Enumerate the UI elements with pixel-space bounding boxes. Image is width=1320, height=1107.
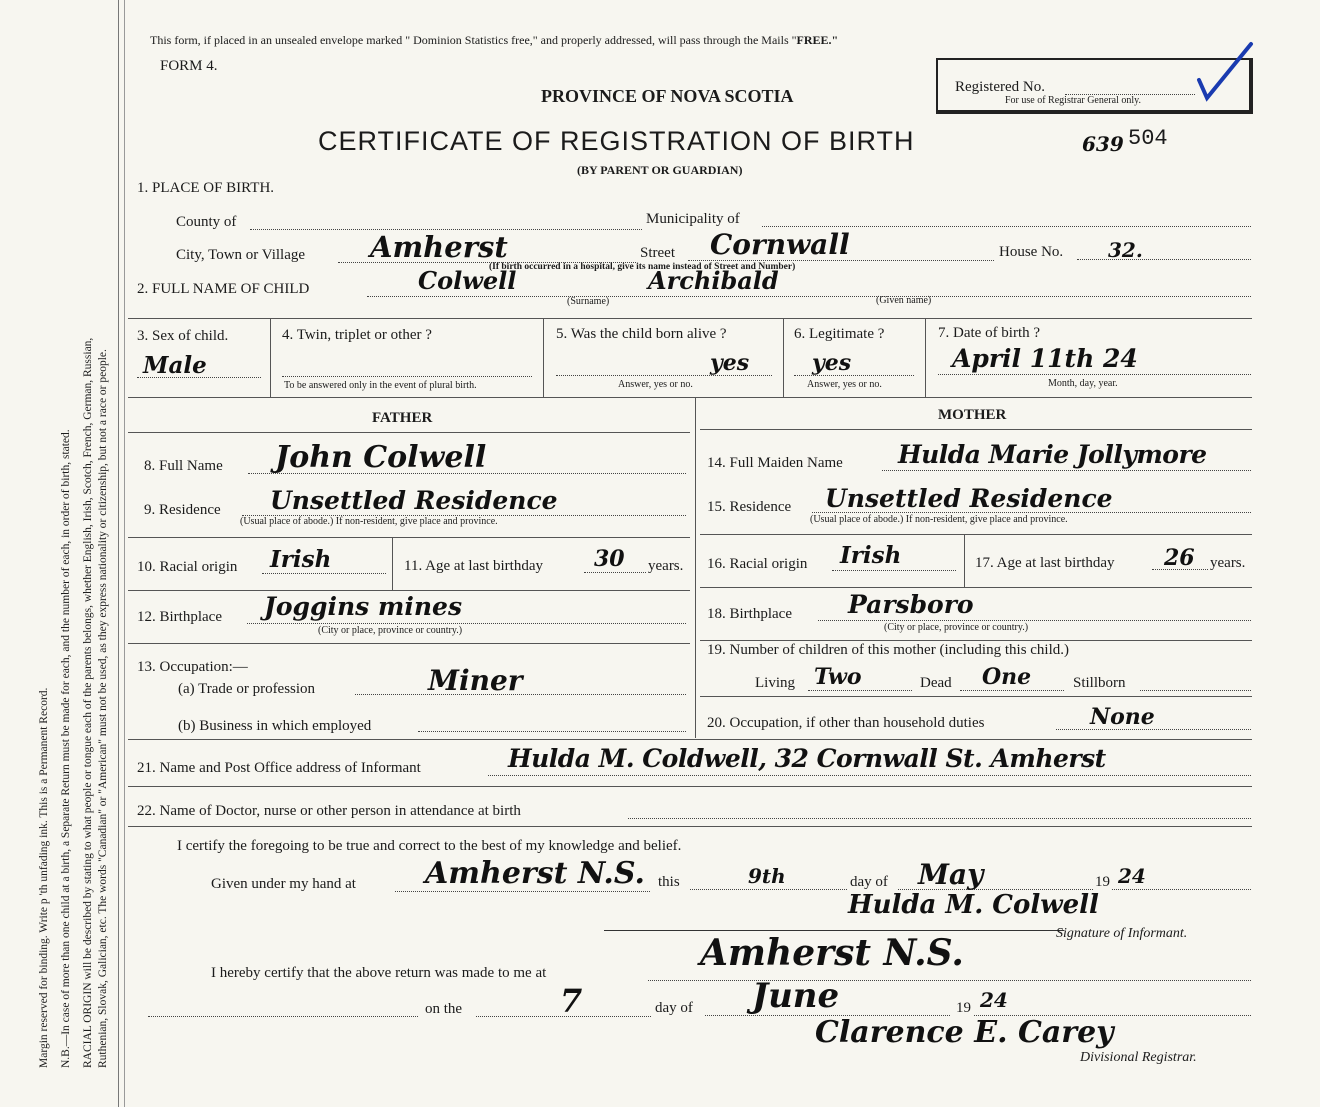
mother-birthplace-line [818, 620, 1251, 621]
given-under-hand-label: Given under my hand at [211, 876, 356, 892]
informant-line [488, 775, 1251, 776]
father-residence-note: (Usual place of abode.) If non-resident, give place and province. [240, 516, 498, 527]
certify-statement: I certify the foregoing to be true and correct to the best of my knowledge and belief. [177, 838, 682, 854]
surname-note: (Surname) [567, 296, 610, 307]
born-alive-note: Answer, yes or no. [618, 379, 693, 390]
father-residence-rule [128, 537, 690, 538]
registrar-month-value: June [752, 976, 840, 1016]
informant-rule [128, 786, 1252, 787]
postal-notice: This form, if placed in an unsealed envelope marked " Dominion Statistics free," and properly addressed, will pass through the Mails "FREE." [150, 33, 839, 47]
row3-divider-1 [270, 319, 271, 397]
mother-name-label: 14. Full Maiden Name [707, 455, 843, 471]
registrar-day-of-label: day of [655, 1000, 693, 1016]
father-age-line [584, 572, 646, 573]
dead-line [960, 690, 1064, 691]
twin-line [282, 376, 532, 377]
mother-heading-rule [700, 429, 1252, 430]
row3-divider-4 [925, 319, 926, 397]
living-value: Two [814, 664, 862, 690]
twin-note: To be answered only in the event of plural birth. [284, 380, 477, 391]
informant-signature-label: Signature of Informant. [1056, 926, 1188, 941]
father-race-rule [128, 590, 690, 591]
father-racial-origin-label: 10. Racial origin [137, 559, 238, 575]
mother-racial-origin-value: Irish [840, 542, 902, 569]
given-name-note: (Given name) [876, 295, 932, 306]
registrar-place-value: Amherst N.S. [700, 932, 964, 974]
father-birthplace-label: 12. Birthplace [137, 609, 222, 625]
hospital-note: (If birth occurred in a hospital, give its name instead of Street and Number) [489, 262, 796, 272]
mother-residence-rule [700, 534, 1252, 535]
stillborn-line [1140, 690, 1251, 691]
informant-signature-line [604, 930, 1064, 931]
mother-name-value: Hulda Marie Jollymore [898, 440, 1207, 469]
registrar-place-line [648, 980, 1251, 981]
father-heading: FATHER [372, 410, 433, 426]
mother-residence-note: (Usual place of abode.) If non-resident, give place and province. [810, 514, 1068, 525]
form-number: FORM 4. [160, 58, 218, 74]
sex-label: 3. Sex of child. [137, 328, 229, 344]
margin-note-racial-origin-2: Ruthenian, Slovak, Galician, etc. The words "Canadian" or "American" must not be used, as they express nationality or citizenship, but not a race or people. [97, 349, 109, 1068]
sex-value: Male [143, 352, 207, 379]
father-age-value: 30 [594, 546, 625, 572]
mother-race-rule [700, 587, 1252, 588]
registrar-day-value: 7 [560, 982, 583, 1020]
father-name-value: John Colwell [275, 440, 487, 475]
father-age-unit: years. [648, 558, 684, 574]
mother-occupation-value: None [1090, 704, 1155, 730]
certificate-subtitle: (BY PARENT OR GUARDIAN) [577, 163, 743, 177]
father-racial-origin-line [262, 573, 386, 574]
father-birthplace-value: Joggins mines [264, 592, 463, 621]
born-alive-label: 5. Was the child born alive ? [556, 326, 727, 342]
date-of-birth-note: Month, day, year. [1048, 378, 1118, 389]
certificate-number-stamp: 504 [1128, 126, 1168, 151]
date-of-birth-label: 7. Date of birth ? [938, 325, 1041, 341]
mother-racial-origin-label: 16. Racial origin [707, 556, 808, 572]
doctor-line [628, 818, 1251, 819]
registered-number-label: Registered No. [955, 79, 1045, 95]
row3-divider-2 [543, 319, 544, 397]
living-line [808, 690, 912, 691]
father-race-age-divider [392, 538, 393, 590]
dead-value: One [982, 664, 1032, 690]
certify-year-value: 24 [1118, 864, 1146, 888]
business-line [418, 731, 686, 732]
registrar-signature: Clarence E. Carey [815, 1015, 1114, 1050]
child-surname: Colwell [418, 266, 517, 295]
parents-bottom-rule [128, 739, 1252, 740]
margin-note-racial-origin: RACIAL ORIGIN will be described by stating to what people or tongue each of the parents belongs, whether English, Irish, Scotch, French, German, Russian, [82, 337, 94, 1068]
trade-label: (a) Trade or profession [178, 681, 316, 697]
father-birthplace-line [247, 623, 686, 624]
row3-top-rule [128, 318, 1252, 319]
doctor-label: 22. Name of Doctor, nurse or other person in attendance at birth [137, 803, 521, 819]
registrar-year-value: 24 [980, 988, 1008, 1012]
mother-racial-origin-line [832, 570, 956, 571]
twin-label: 4. Twin, triplet or other ? [282, 327, 432, 343]
father-residence-label: 9. Residence [144, 502, 221, 518]
checkmark-icon [1195, 40, 1255, 102]
registrar-signature-label: Divisional Registrar. [1080, 1050, 1197, 1065]
certify-year-prefix: 19 [1095, 874, 1110, 890]
father-age-label: 11. Age at last birthday [404, 558, 543, 574]
mother-age-label: 17. Age at last birthday [975, 555, 1115, 571]
father-birthplace-note: (City or place, province or country.) [318, 625, 463, 636]
city-label: City, Town or Village [176, 247, 306, 263]
row3-divider-3 [783, 319, 784, 397]
informant-label: 21. Name and Post Office address of Informant [137, 760, 421, 776]
living-label: Living [755, 675, 795, 691]
street-label: Street [640, 245, 675, 261]
father-heading-rule [128, 432, 690, 433]
row3-bottom-rule [128, 397, 1252, 398]
certify-day-value: 9th [748, 864, 786, 888]
certify-month-value: May [918, 858, 984, 891]
parents-center-divider [695, 398, 696, 738]
mother-residence-label: 15. Residence [707, 499, 792, 515]
municipality-label: Municipality of [646, 211, 740, 227]
father-residence-value: Unsettled Residence [270, 486, 558, 515]
certify-day-of-label: day of [850, 874, 888, 890]
date-of-birth-line [938, 374, 1251, 375]
legitimate-label: 6. Legitimate ? [794, 326, 885, 342]
mother-children-rule [700, 696, 1252, 697]
mother-occupation-label: 20. Occupation, if other than household duties [707, 715, 985, 731]
binding-rule [118, 0, 119, 1107]
child-name-label: 2. FULL NAME OF CHILD [137, 281, 310, 297]
mother-race-age-divider [964, 535, 965, 587]
mother-birthplace-note: (City or place, province or country.) [884, 622, 1029, 633]
mother-age-value: 26 [1164, 545, 1195, 571]
certificate-number-handwritten: 639 [1082, 132, 1124, 156]
business-label: (b) Business in which employed [178, 718, 372, 734]
mother-heading: MOTHER [938, 407, 1007, 423]
registrar-left-line [148, 1016, 418, 1017]
certify-year-line [1112, 889, 1251, 890]
margin-note-binding: Margin reserved for binding. Write p 'th unfading ink. This is a Permanent Record. [38, 687, 50, 1068]
margin-note-multiple-births: N.B.—In case of more than one child at a birth, a Separate Return must be made for each, and the number of each, in order of birth, stated. [60, 429, 72, 1068]
mother-residence-value: Unsettled Residence [825, 484, 1113, 513]
child-given-name: Archibald [648, 266, 779, 295]
mother-age-unit: years. [1210, 555, 1246, 571]
father-occupation-label: 13. Occupation:— [137, 659, 248, 675]
registrar-year-prefix: 19 [956, 1000, 971, 1016]
place-of-birth-label: 1. PLACE OF BIRTH. [137, 180, 275, 196]
binding-rule-2 [124, 0, 125, 1107]
doctor-rule [128, 826, 1252, 827]
given-place-value: Amherst N.S. [425, 856, 645, 891]
county-label: County of [176, 214, 237, 230]
house-number-line [1077, 259, 1251, 260]
registrar-on-label: on the [425, 1001, 463, 1017]
mother-birthplace-value: Parsboro [848, 590, 974, 619]
certificate-title: CERTIFICATE OF REGISTRATION OF BIRTH [318, 126, 915, 156]
informant-value: Hulda M. Coldwell, 32 Cornwall St. Amherst [508, 744, 1106, 773]
legitimate-note: Answer, yes or no. [807, 379, 882, 390]
province-heading: PROVINCE OF NOVA SCOTIA [541, 86, 794, 106]
stillborn-label: Stillborn [1073, 675, 1126, 691]
children-count-label: 19. Number of children of this mother (including this child.) [707, 642, 1070, 658]
date-of-birth-value: April 11th 24 [952, 344, 1138, 373]
father-birthplace-rule [128, 643, 690, 644]
mother-birthplace-rule [700, 640, 1252, 641]
municipality-line [762, 226, 1251, 227]
legitimate-value: yes [812, 350, 852, 376]
father-name-label: 8. Full Name [144, 458, 223, 474]
mother-name-line [882, 470, 1251, 471]
mother-birthplace-label: 18. Birthplace [707, 606, 792, 622]
certify-this-label: this [658, 874, 680, 890]
dead-label: Dead [920, 675, 952, 691]
house-number-label: House No. [999, 244, 1064, 260]
certify-day-line [690, 889, 847, 890]
registrar-general-note: For use of Registrar General only. [1005, 95, 1141, 106]
child-name-line [367, 296, 1251, 297]
trade-value: Miner [428, 664, 523, 697]
street-value: Cornwall [710, 228, 850, 261]
informant-signature: Hulda M. Colwell [848, 890, 1099, 920]
born-alive-value: yes [710, 350, 750, 376]
registrar-statement: I hereby certify that the above return was made to me at [211, 965, 547, 981]
given-place-line [395, 891, 650, 892]
father-racial-origin-value: Irish [270, 546, 332, 573]
house-number-value: 32. [1108, 238, 1143, 262]
city-value: Amherst [370, 230, 508, 264]
